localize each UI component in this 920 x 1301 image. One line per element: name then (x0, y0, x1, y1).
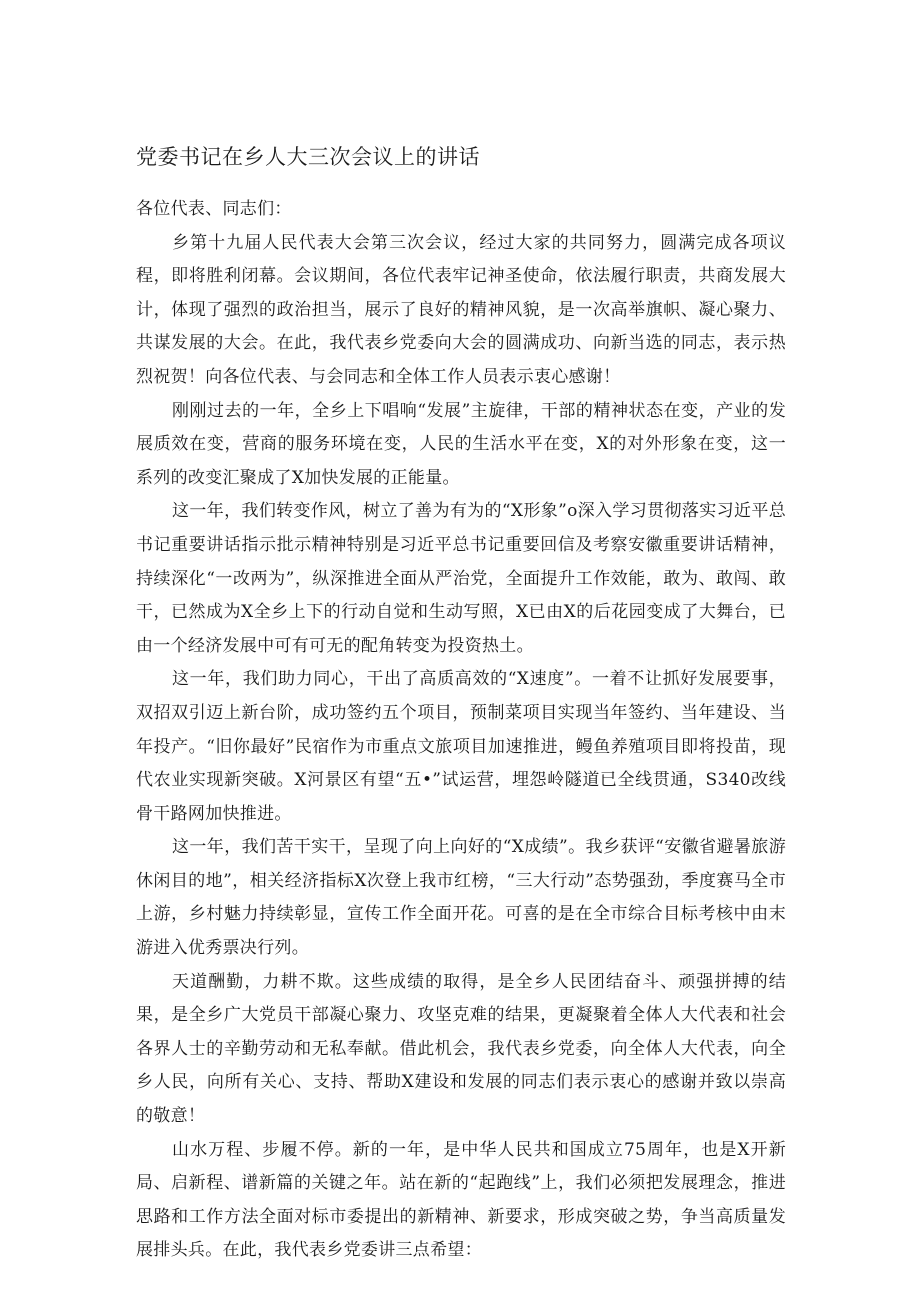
paragraph-1: 乡第十九届人民代表大会第三次会议，经过大家的共同努力，圆满完成各项议程，即将胜利闭幕。会议期间，各位代表牢记神圣使命，依法履行职责，共商发展大计，体现了强烈的政治担当，展示了良好的精神风貌，是一次高举旗帜、凝心聚力、共谋发展的大会。在此，我代表乡党委向大会的圆满成功、向新当选的同志，表示热烈祝贺！向各位代表、与会同志和全体工作人员表示衷心感谢！ (136, 232, 786, 387)
paragraph-5: 这一年，我们苦干实干，呈现了向上向好的“X成绩”。我乡获评“安徽省避暑旅游休闲目的地”，相关经济指标X次登上我市红榜，“三大行动”态势强劲，季度赛马全市上游，乡村魅力持续彰显，宣传工作全面开花。可喜的是在全市综合目标考核中由末游进入优秀票决行列。 (136, 837, 786, 959)
paragraph-4: 这一年，我们助力同心，干出了高质高效的“X速度”。一着不让抓好发展要事，双招双引迈上新台阶，成功签约五个项目，预制菜项目实现当年签约、当年建设、当年投产。“旧你最好”民宿作为市重点文旅项目加速推进，鳗鱼养殖项目即将投苗，现代农业实现新突破。X河景区有望“五•”试运营，埋怨岭隧道已全线贯通，S340改线骨干路网加快推进。 (136, 669, 786, 824)
paragraph-2: 刚刚过去的一年，全乡上下唱响“发展”主旋律，干部的精神状态在变，产业的发展质效在变，营商的服务环境在变，人民的生活水平在变，X的对外形象在变，这一系列的改变汇聚成了X加快发展的正能量。 (136, 400, 786, 488)
paragraph-6: 天道酬勤，力耕不欺。这些成绩的取得，是全乡人民团结奋斗、顽强拼搏的结果，是全乡广大党员干部凝心聚力、攻坚克难的结果，更凝聚着全体人大代表和社会各界人士的辛勤劳动和无私奉献。借此机会，我代表乡党委，向全体人大代表，向全乡人民，向所有关心、支持、帮助X建设和发展的同志们表示衷心的感谢并致以崇高的敬意！ (136, 971, 786, 1127)
salutation: 各位代表、同志们： (136, 199, 292, 219)
document-title: 党委书记在乡人大三次会议上的讲话 (136, 145, 480, 169)
paragraph-7: 山水万程、步履不停。新的一年，是中华人民共和国成立75周年，也是X开新局、启新程、谱新篇的关键之年。站在新的“起跑线”上，我们必须把发展理念，推进思路和工作方法全面对标市委提出的新精神、新要求，形成突破之势，争当高质量发展排头兵。在此，我代表乡党委讲三点希望： (136, 1139, 786, 1261)
paragraph-3: 这一年，我们转变作风，树立了善为有为的“X形象”o深入学习贯彻落实习近平总书记重要讲话指示批示精神特别是习近平总书记重要回信及考察安徽重要讲话精神，持续深化“一改两为”，纵深推进全面从严治党，全面提升工作效能，敢为、敢闯、敢干，已然成为X全乡上下的行动自觉和生动写照，X已由X的后花园变成了大舞台，已由一个经济发展中可有可无的配角转变为投资热土。 (136, 501, 786, 656)
document-body (136, 193, 786, 1268)
